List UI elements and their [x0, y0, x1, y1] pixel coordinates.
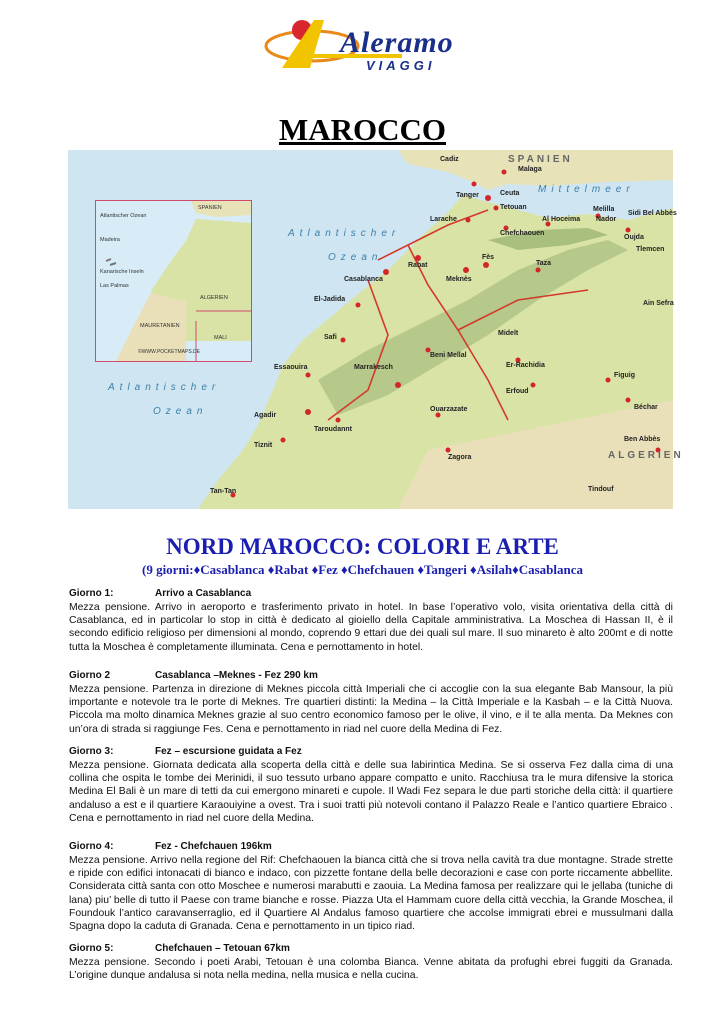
day-heading: [69, 943, 673, 956]
map-sea-label: Atlantischer: [288, 228, 401, 239]
inset-label: Madeira: [100, 237, 120, 243]
map-city-label: Ouarzazate: [430, 406, 468, 413]
map-credit: ©WWW.POCKETMAPS.DE: [138, 349, 201, 355]
map-city-label: Chefchaouen: [500, 230, 545, 237]
tour-title: NORD MAROCCO: COLORI E ARTE: [166, 534, 559, 559]
map-city-label: Malaga: [518, 166, 542, 173]
map-city-label: Tan-Tan: [210, 488, 237, 495]
day-route: Arrivo a Casablanca: [155, 588, 252, 599]
day-route: Fez – escursione guidata a Fez: [155, 746, 302, 757]
company-logo: [262, 16, 468, 78]
map-sea-label: Atlantischer: [108, 382, 221, 393]
map-city-label: Agadir: [254, 412, 277, 419]
map-city-label: Al Hoceima: [542, 216, 581, 223]
logo-brand-top: Aleramo: [340, 26, 454, 59]
inset-label: Las Palmas: [100, 283, 129, 289]
map-city-label: El-Jadida: [314, 296, 346, 303]
day-description: Mezza pensione. Arrivo nella regione del Rif: Chefchaouen la bianca città che si trova nella cavità tra due montagne. Strade strette e ripide con edifici intonacati di bianco e indaco, con pizzette fontane della belle decorazioni e case con porte riccamente abbellite. Considerata città santa con otto Moschee e numerosi marabutti e zaouia. La Medina famosa per realizzare qui le jellaba (tuniche di lana) piu’ belle di tutto il Paese con trame bianche e rosse. Piazza Uta el Hammam cuore della città vecchia, la Grande Moschea, il Foundouk l’antico caravanserraglio, ed il Quartiere Al Andalus famoso quartiere che accolse immigrati ebrei e mussulmani dalla Spagna dopo la caduta di Granada. Cena e pernottamento in un tipico riad.: [69, 855, 673, 933]
map-city-label: Zagora: [448, 454, 472, 461]
map-city-label: Cadiz: [440, 156, 459, 163]
map-city-label: Oujda: [624, 234, 644, 241]
map-city-label: Melilla: [593, 206, 615, 213]
itinerary-day: [69, 670, 673, 736]
map-sea-label: Ozean: [153, 406, 208, 417]
inset-label: ALGERIEN: [200, 295, 228, 301]
map-sea-label: Ozean: [328, 252, 383, 263]
logo-brand-bottom: VIAGGI: [366, 58, 436, 73]
map-city-label: Meknès: [446, 276, 472, 283]
map-city-label: Tanger: [456, 192, 479, 199]
map-city-label: Sidi Bel Abbès: [628, 210, 677, 217]
map-city-label: Tetouan: [500, 204, 527, 211]
map-city-label: Ain Sefra: [643, 300, 674, 307]
map-city-label: Er-Rachidia: [506, 362, 545, 369]
map-country-label: SPANIEN: [508, 154, 573, 165]
map-city-label: Taroudannt: [314, 426, 352, 433]
inset-label: Kanarische Inseln: [100, 269, 144, 275]
itinerary-day: [69, 588, 673, 654]
map-city-label: Ben Abbès: [624, 436, 661, 443]
map-city-label: Casablanca: [344, 276, 383, 283]
day-description: Mezza pensione. Arrivo in aeroporto e trasferimento privato in hotel. In base l’operativo volo, visita orientativa della città di Casablanca, ed in particolar lo stop in città è dedicato al gioiello della Capitale amministrativa. La Moschea di Hassan II, è il secondo edificio religioso per dimensioni al mondo, coprendo 9 ettari due dei quali sul mare. Il suo minareto è alto 200mt e di notte tutta la Moschea è completamente illuminata. Cena e pernottamento in hotel.: [69, 602, 673, 653]
inset-terrain-icon: [96, 201, 251, 361]
itinerary-day: [69, 841, 673, 933]
map-country-label: ALGERIEN: [608, 450, 684, 461]
inset-label: MALI: [214, 335, 227, 341]
map-city-label: Taza: [536, 260, 552, 267]
day-description: Mezza pensione. Partenza in direzione di Meknes piccola città Imperiali che ci accoglie con la sua elegante Bab Mansour, la più importante e notevole tra le porte di Meknes. Tre quartieri distinti: la Medina – la Città Imperiale e la Kasbah – e la Città Nuova. Piccola ma molto dinamica Meknes grazie al suo centro economico famoso per le olive, il vino, e il te alla menta. Da Meknes con un’ora di strada si raggiunge Fes. Cena e pernottamento in riad nel cuore della Medina di Fez.: [69, 684, 673, 735]
map-city-label: Figuig: [614, 372, 635, 379]
day-label: Giorno 3:: [69, 746, 114, 757]
day-heading: [69, 670, 673, 683]
inset-label: SPANIEN: [198, 205, 222, 211]
day-label: Giorno 4:: [69, 841, 114, 852]
day-route: Chefchauen – Tetouan 67km: [155, 943, 290, 954]
inset-label: MAURETANIEN: [140, 323, 180, 329]
morocco-map: [68, 150, 684, 509]
day-heading: [69, 841, 673, 854]
inset-label: Atlantischer Ozean: [100, 213, 147, 219]
day-route: Casablanca –Meknes - Fez 290 km: [155, 670, 318, 681]
day-label: Giorno 1:: [69, 588, 114, 599]
day-label: Giorno 2: [69, 670, 111, 681]
day-heading: [69, 588, 673, 601]
itinerary-day: [69, 943, 673, 982]
itinerary-day: [69, 746, 673, 825]
map-city-label: Beni Mellal: [430, 352, 467, 359]
map-city-label: Rabat: [408, 262, 428, 269]
day-heading: [69, 746, 673, 759]
tour-subtitle: (9 giorni:♦Casablanca ♦Rabat ♦Fez ♦Chefchauen ♦Tangeri ♦Asilah♦Casablanca: [141, 562, 584, 577]
map-city-label: Béchar: [634, 404, 658, 411]
day-description: Mezza pensione. Giornata dedicata alla scoperta della città e delle sua labirintica Medina. Se si osserva Fez dalla cima di una collina che ospita le tombe dei Merinidi, il suo tessuto urbano appare compatto e unito. Racchiusa tra le mura difensive la storica Medina El Bali è un mare di tetti da cui emergono minareti e cupole. Il Wadi Fez separa le due parti storiche della città: il quartiere andaluso a est e il quartiere Karaouiyine a ovest. Tra i suoi tratti più notevoli contano il Palazzo Reale e l’antico quartiere Ebraico . Cena e pernottamento in riad nel cuore della Medina.: [69, 760, 673, 824]
map-city-label: Fès: [482, 254, 495, 261]
map-city-label: Larache: [430, 216, 457, 223]
map-city-label: Safi: [324, 334, 337, 341]
day-route: Fez - Chefchauen 196km: [155, 841, 272, 852]
map-city-label: Tlemcen: [636, 246, 665, 253]
page-title: MAROCCO: [278, 112, 447, 147]
map-city-label: Tiznit: [254, 442, 273, 449]
map-city-label: Tindouf: [588, 486, 614, 493]
map-city-label: Erfoud: [506, 388, 529, 395]
map-city-label: Ceuta: [500, 190, 520, 197]
map-city-label: Essaouira: [274, 364, 308, 371]
map-inset: [95, 200, 252, 362]
day-label: Giorno 5:: [69, 943, 114, 954]
map-city-label: Marrakesch: [354, 364, 393, 371]
map-city-label: Midelt: [498, 330, 519, 337]
map-sea-label: Mittelmeer: [538, 184, 635, 195]
day-description: Mezza pensione. Secondo i poeti Arabi, Tetouan è una colomba Bianca. Venne abitata da profughi ebrei fuggiti da Granada. L’origine dunque andalusa si nota nella medina, nella musica e nella cucina.: [69, 957, 673, 982]
map-city-label: Nador: [596, 216, 617, 223]
